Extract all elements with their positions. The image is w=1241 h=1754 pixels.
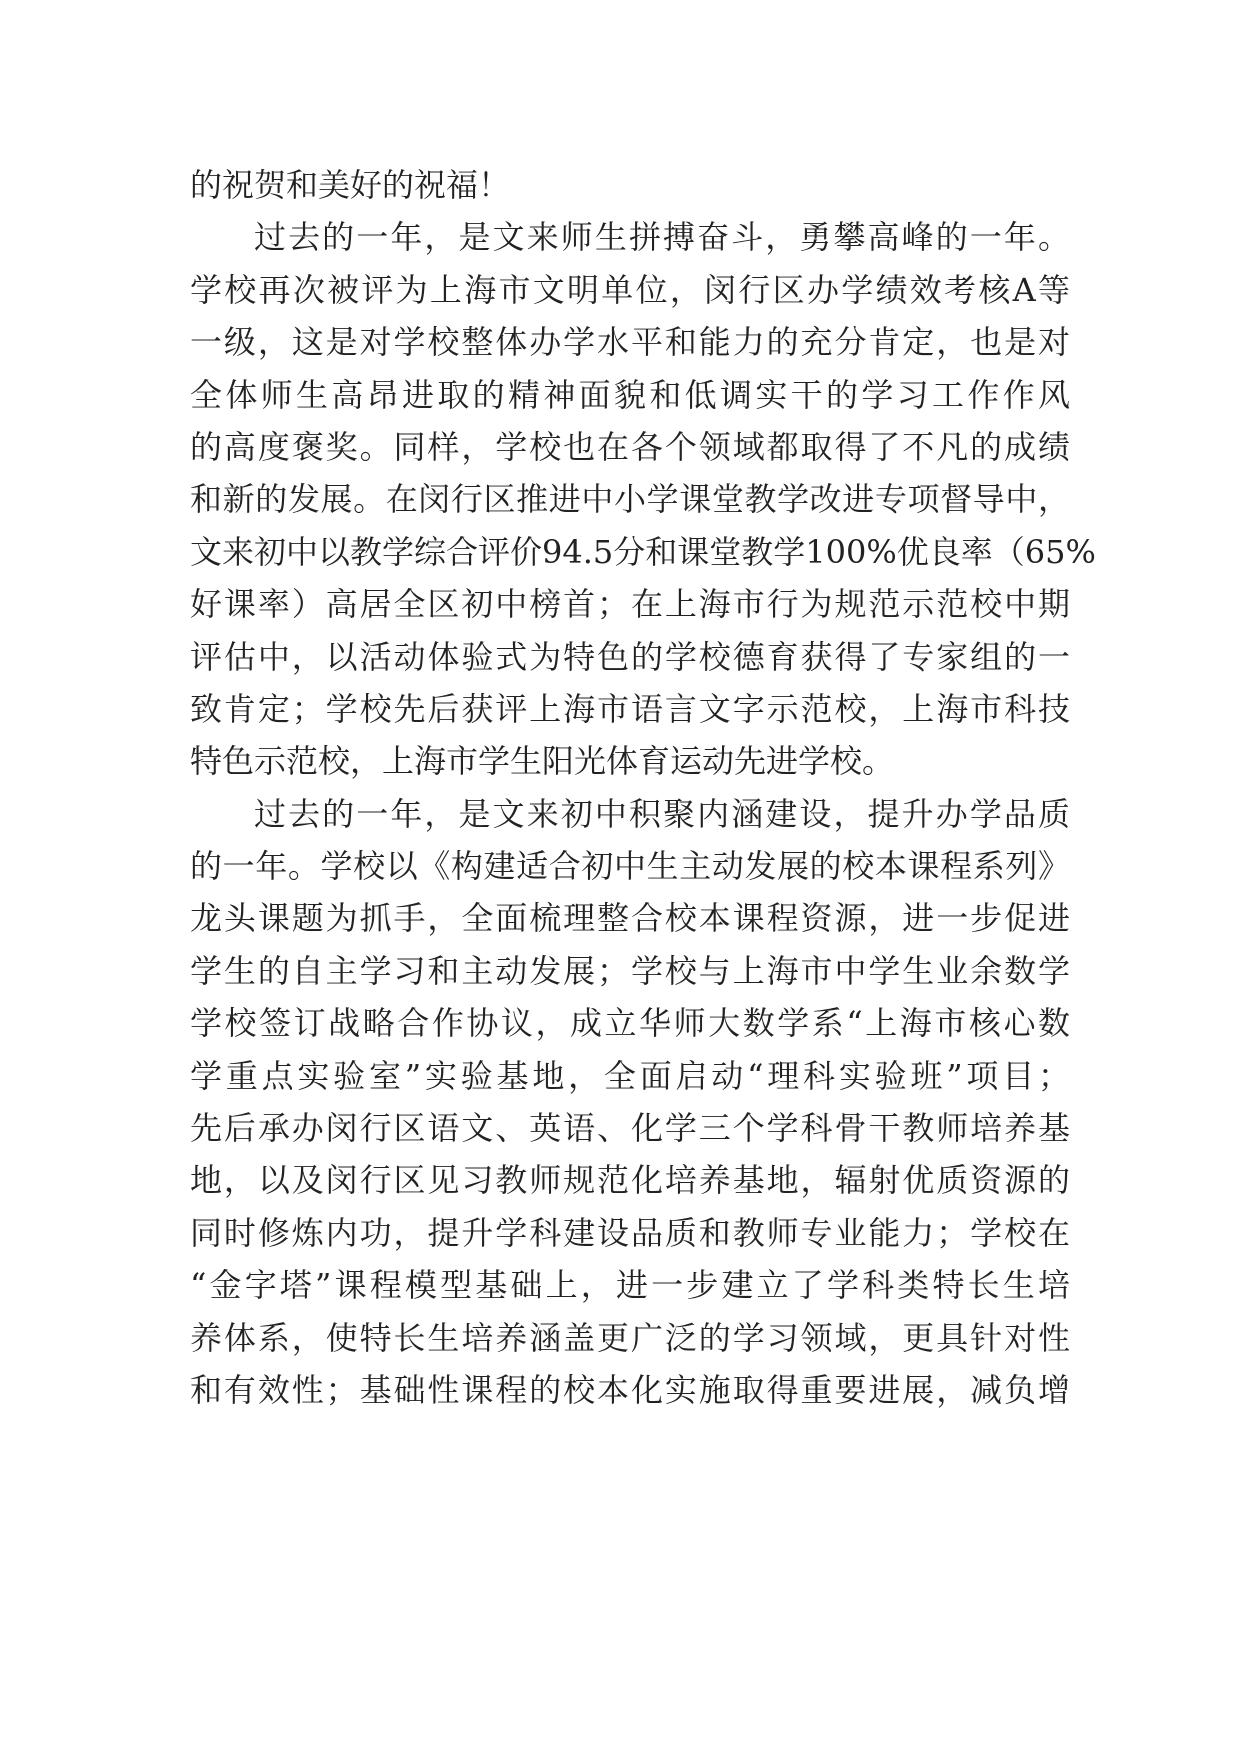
text-line: 学重点实验室”实验基地，全面启动“理科实验班”项目；	[190, 1056, 1070, 1095]
text-line: 致肯定；学校先后获评上海市语言文字示范校，上海市科技	[190, 689, 1070, 728]
text-line: 和有效性；基础性课程的校本化实施取得重要进展，减负增	[190, 1370, 1070, 1409]
text-line: 全体师生高昂进取的精神面貌和低调实干的学习工作作风	[190, 375, 1070, 414]
text-line: 地，以及闵行区见习教师规范化培养基地，辐射优质资源的	[190, 1161, 1070, 1200]
text-line: 养体系，使特长生培养涵盖更广泛的学习领域，更具针对性	[190, 1318, 1070, 1357]
text-line: 特色示范校，上海市学生阳光体育运动先进学校。	[190, 742, 895, 781]
text-line: 学生的自主学习和主动发展；学校与上海市中学生业余数学	[190, 951, 1070, 990]
body-text	[190, 159, 1096, 1416]
text-line: 和新的发展。在闵行区推进中小学课堂教学改进专项督导中，	[190, 480, 1070, 519]
text-line: 好课率）高居全区初中榜首；在上海市行为规范示范校中期	[190, 585, 1070, 624]
text-line: 学校再次被评为上海市文明单位，闵行区办学绩效考核A等	[190, 270, 1070, 309]
text-line: 的祝贺和美好的祝福！	[190, 166, 511, 204]
text-line: 的一年。学校以《构建适合初中生主动发展的校本课程系列》	[190, 847, 1070, 886]
text-line: 过去的一年，是文来师生拼搏奋斗，勇攀高峰的一年。	[254, 218, 1070, 257]
text-line: 的高度褒奖。同样，学校也在各个领域都取得了不凡的成绩	[190, 427, 1070, 466]
text-line: 先后承办闵行区语文、英语、化学三个学科骨干教师培养基	[190, 1109, 1070, 1148]
text-line: 文来初中以教学综合评价94.5分和课堂教学100%优良率（65%	[190, 532, 1096, 571]
text-line: 龙头课题为抓手，全面梳理整合校本课程资源，进一步促进	[190, 899, 1070, 938]
text-line: 学校签订战略合作协议，成立华师大数学系“上海市核心数	[190, 1004, 1070, 1043]
text-line: 过去的一年，是文来初中积聚内涵建设，提升办学品质	[254, 794, 1070, 833]
text-line: 同时修炼内功，提升学科建设品质和教师专业能力；学校在	[190, 1213, 1070, 1252]
text-line: 一级，这是对学校整体办学水平和能力的充分肯定，也是对	[190, 323, 1070, 362]
text-line: 评估中，以活动体验式为特色的学校德育获得了专家组的一	[190, 637, 1070, 676]
text-line: “金字塔”课程模型基础上，进一步建立了学科类特长生培	[190, 1266, 1070, 1305]
